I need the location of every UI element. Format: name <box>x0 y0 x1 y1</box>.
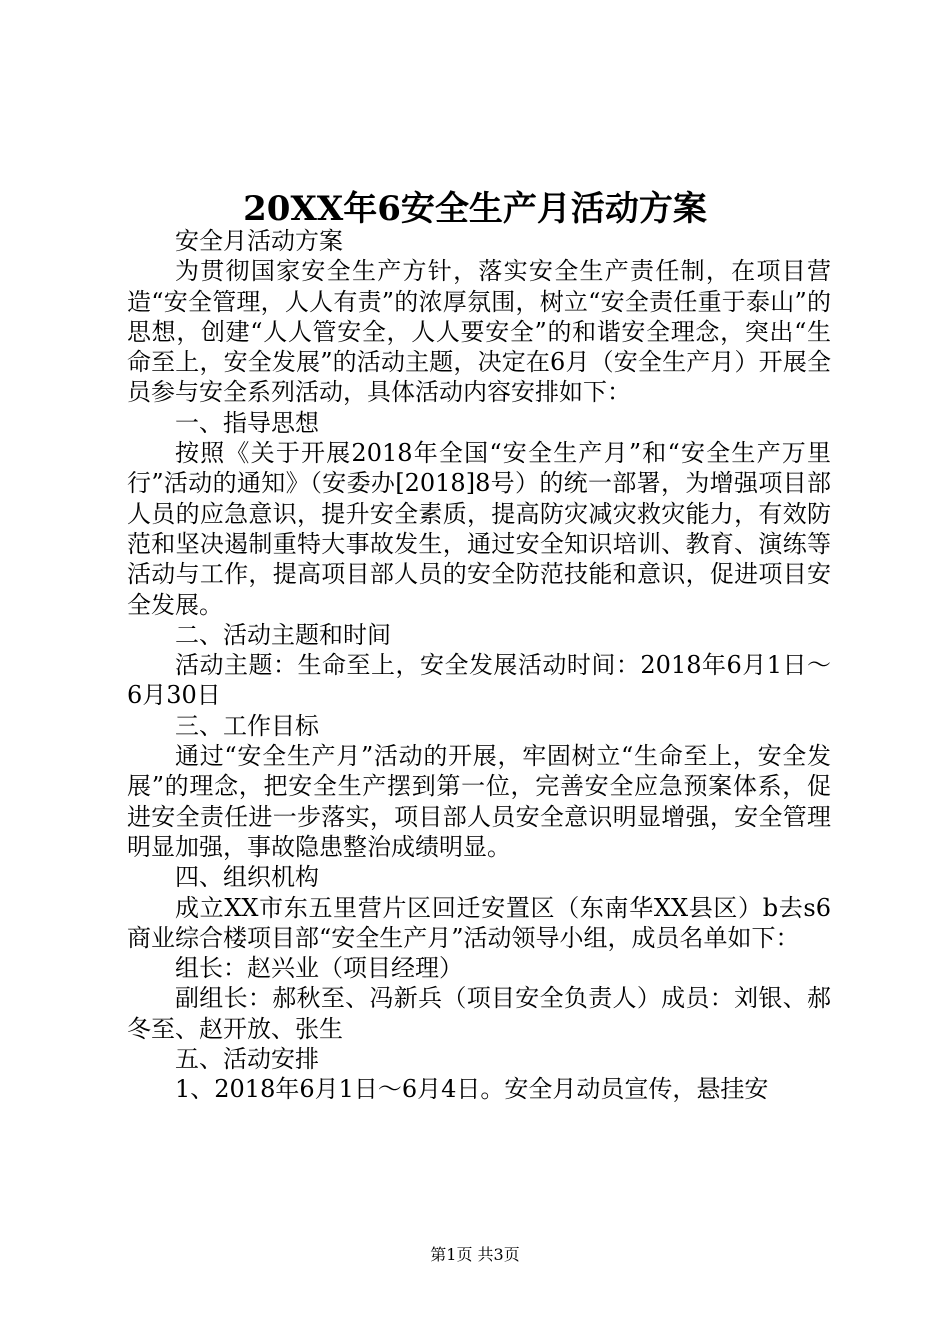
section-heading-1: 一、指导思想 <box>175 408 319 437</box>
paragraph-leader: 组长：赵兴业（项目经理） <box>175 954 463 983</box>
paragraph-theme-time: 活动主题：生命至上，安全发展活动时间：2018年6月1日～6月30日 <box>127 651 831 710</box>
document-body <box>127 226 831 1105</box>
paragraph-goals: 通过“安全生产月”活动的开展，牢固树立“生命至上，安全发展”的理念，把安全生产摆到第一位，完善安全应急预案体系，促进安全责任进一步落实，项目部人员安全意识明显增强，安全管理明显加强，事故隐患整治成绩明显。 <box>127 742 831 861</box>
section-heading-5: 五、活动安排 <box>175 1045 319 1074</box>
section-heading-3: 三、工作目标 <box>175 711 319 740</box>
paragraph-subtitle: 安全月活动方案 <box>175 227 343 255</box>
paragraph-intro: 为贯彻国家安全生产方针，落实安全生产责任制，在项目营造“安全管理，人人有责”的浓厚氛围，树立“安全责任重于泰山”的思想，创建“人人管安全，人人要安全”的和谐安全理念，突出“生命至上，安全发展”的活动主题，决定在6月（安全生产月）开展全员参与安全系列活动，具体活动内容安排如下： <box>127 257 831 407</box>
paragraph-organization: 成立XX市东五里营片区回迁安置区（东南华XX县区）b去s6商业综合楼项目部“安全生产月”活动领导小组，成员名单如下： <box>127 893 831 952</box>
section-heading-4: 四、组织机构 <box>175 863 319 892</box>
section-heading-2: 二、活动主题和时间 <box>175 620 391 649</box>
paragraph-deputies: 副组长：郝秋至、冯新兵（项目安全负责人）成员：刘银、郝冬至、赵开放、张生 <box>127 984 831 1043</box>
page-footer: 第1页 共3页 <box>430 1245 520 1264</box>
document-title: 20XX年6安全生产月活动方案 <box>243 189 707 229</box>
paragraph-guiding: 按照《关于开展2018年全国“安全生产月”和“安全生产万里行”活动的通知》（安委办[2018]8号）的统一部署，为增强项目部人员的应急意识，提升安全素质，提高防灾减灾救灾能力，有效防范和坚决遏制重特大事故发生，通过安全知识培训、教育、演练等活动与工作，提高项目部人员的安全防范技能和意识，促进项目安全发展。 <box>127 439 831 619</box>
paragraph-schedule-1: 1、2018年6月1日～6月4日。安全月动员宣传，悬挂安 <box>175 1075 769 1104</box>
